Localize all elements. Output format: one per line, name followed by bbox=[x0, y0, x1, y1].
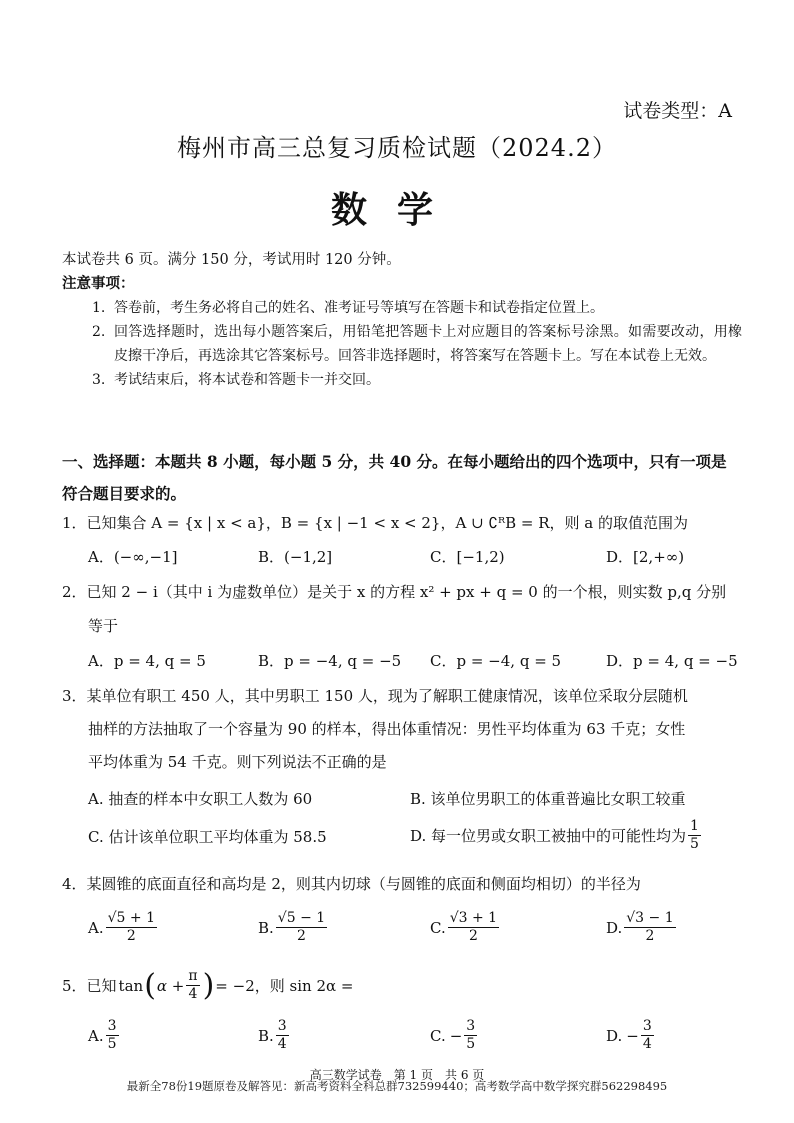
fraction-denominator: 4 bbox=[277, 1036, 287, 1052]
subject-heading: 数学 bbox=[330, 189, 463, 231]
fraction-denominator: 2 bbox=[297, 928, 306, 944]
paren-open: ( bbox=[144, 967, 156, 1003]
option-fraction bbox=[276, 1018, 289, 1053]
notice-item bbox=[92, 320, 742, 368]
exam-title: 梅州市高三总复习质检试题（2024.2） bbox=[177, 134, 617, 162]
q5-stem bbox=[62, 968, 353, 1003]
q5-option-b bbox=[258, 1018, 291, 1053]
q1-option-c: C．[−1,2) bbox=[430, 548, 505, 566]
paper-type: 试卷类型：A bbox=[623, 100, 732, 122]
fraction-numerator: √5 + 1 bbox=[107, 910, 155, 926]
notice-text: 回答选择题时，选出每小题答案后，用铅笔把答题卡上对应题目的答案标号涂黑。如需要改动，用橡皮擦干净后，再选涂其它答案标号。回答非选择题时，将答案写在答题卡上。写在本试卷上无效。 bbox=[114, 324, 742, 364]
q2-option-a: A．p = 4, q = 5 bbox=[88, 652, 206, 670]
fraction-denominator: 5 bbox=[466, 1036, 476, 1052]
notice-text: 考试结束后，将本试卷和答题卡一并交回。 bbox=[114, 372, 380, 388]
q2-stem: 2．已知 2 − i（其中 i 为虚数单位）是关于 x 的方程 x² + px + q = 0 的一个根，则实数 p,q 分别 bbox=[62, 583, 727, 601]
fraction-denominator: 2 bbox=[126, 928, 136, 944]
notice-heading: 注意事项： bbox=[62, 275, 135, 292]
q4-option-b bbox=[258, 910, 329, 945]
q3-option-b: B. 该单位男职工的体重普遍比女职工较重 bbox=[410, 790, 686, 808]
q2-option-d: D．p = 4, q = −5 bbox=[606, 652, 738, 670]
fraction-denominator: 5 bbox=[690, 836, 699, 852]
option-fraction bbox=[464, 1018, 477, 1053]
option-sign: − bbox=[626, 1026, 639, 1045]
q4-option-a bbox=[88, 910, 159, 945]
fraction-numerator: 3 bbox=[466, 1018, 476, 1034]
q4-option-d bbox=[606, 910, 678, 945]
q5-suffix: ，则 sin 2α = bbox=[254, 977, 354, 995]
option-fraction bbox=[106, 1018, 119, 1053]
notice-num: 3. bbox=[92, 372, 106, 388]
option-label: A. bbox=[88, 918, 104, 937]
fraction-numerator: 3 bbox=[642, 1018, 652, 1034]
fraction-denominator: 2 bbox=[468, 928, 478, 944]
q3-option-c: C. 估计该单位职工平均体重为 58.5 bbox=[88, 828, 327, 846]
option-label: B. bbox=[258, 918, 274, 937]
q2-stem-cont: 等于 bbox=[88, 617, 119, 635]
q4-stem: 4．某圆锥的底面直径和高均是 2，则其内切球（与圆锥的底面和侧面均相切）的半径为 bbox=[62, 875, 641, 893]
notice-num: 1. bbox=[92, 300, 106, 316]
section-heading: 一、选择题：本题共 8 小题，每小题 5 分，共 40 分。在每小题给出的四个选项中，只有一项是符合题目要求的。 bbox=[62, 452, 727, 503]
notice-list bbox=[92, 296, 742, 392]
notice-text: 答卷前，考生务必将自己的姓名、准考证号等填写在答题卡和试卷指定位置上。 bbox=[114, 300, 604, 316]
q3-line1: 3．某单位有职工 450 人，其中男职工 150 人，现为了解职工健康情况，该单位采取分层随机 bbox=[62, 687, 688, 705]
option-fraction bbox=[106, 910, 157, 945]
fraction-denominator: 2 bbox=[645, 928, 655, 944]
fraction-numerator: 3 bbox=[107, 1018, 117, 1034]
watermark-text: 最新全78份19题原卷及解答见：新高考资料全科总群732599440；高考数学高中数学探究群562298495 bbox=[126, 1079, 668, 1093]
fraction-numerator: √5 − 1 bbox=[277, 910, 326, 926]
paren-close: ) bbox=[202, 967, 215, 1003]
tan-label: tan bbox=[118, 976, 144, 995]
fraction-denominator: 4 bbox=[188, 986, 198, 1002]
notice-item bbox=[92, 368, 742, 392]
q3-line3: 平均体重为 54 千克。则下列说法不正确的是 bbox=[88, 753, 387, 771]
notice-item bbox=[92, 296, 742, 320]
pi-over-four bbox=[186, 968, 199, 1003]
option-fraction bbox=[448, 910, 499, 945]
q5-option-c bbox=[430, 1018, 479, 1053]
fraction-numerator: √3 − 1 bbox=[626, 910, 674, 926]
equals-value: = −2 bbox=[215, 976, 255, 995]
option-label: B. bbox=[258, 1026, 274, 1045]
q2-option-c: C．p = −4, q = 5 bbox=[430, 652, 562, 670]
q1-option-d: D．[2,+∞) bbox=[606, 548, 685, 566]
option-label: D. bbox=[606, 1026, 623, 1045]
fraction-denominator: 4 bbox=[642, 1036, 652, 1052]
q5-option-d bbox=[606, 1018, 656, 1053]
q3-option-d-text: D. 每一位男或女职工被抽中的可能性均为 bbox=[410, 827, 687, 845]
option-fraction bbox=[624, 910, 675, 945]
q1-option-b: B．(−1,2] bbox=[258, 548, 333, 566]
option-label: C. bbox=[430, 1026, 446, 1045]
q5-option-a bbox=[88, 1018, 121, 1053]
option-fraction bbox=[641, 1018, 654, 1053]
q3-option-d-fraction bbox=[688, 818, 701, 853]
fraction-denominator: 5 bbox=[107, 1036, 117, 1052]
option-label: D. bbox=[606, 918, 623, 937]
option-sign: − bbox=[449, 1026, 463, 1045]
q3-option-a: A. 抽查的样本中女职工人数为 60 bbox=[88, 790, 313, 808]
option-label: A. bbox=[88, 1026, 104, 1045]
fraction-numerator: π bbox=[188, 968, 198, 984]
option-fraction bbox=[276, 910, 327, 945]
q5-prefix: 5．已知 bbox=[62, 977, 117, 995]
q1-stem: 1．已知集合 A = {x | x < a}，B = {x | −1 < x < 2}，A ∪ ∁ᴿB = R，则 a 的取值范围为 bbox=[62, 514, 688, 532]
alpha-plus: α + bbox=[156, 976, 185, 995]
fraction-numerator: √3 + 1 bbox=[449, 910, 498, 926]
intro-line: 本试卷共 6 页。满分 150 分，考试用时 120 分钟。 bbox=[62, 252, 401, 268]
q1-option-a: A．(−∞,−1] bbox=[88, 548, 178, 566]
fraction-numerator: 1 bbox=[690, 818, 699, 834]
notice-num: 2. bbox=[92, 324, 106, 340]
page-footer: 高三数学试卷 第 1 页 共 6 页 bbox=[309, 1068, 485, 1082]
fraction-numerator: 3 bbox=[277, 1018, 287, 1034]
option-label: C. bbox=[430, 918, 446, 937]
q2-option-b: B．p = −4, q = −5 bbox=[258, 652, 402, 670]
q4-option-c bbox=[430, 910, 501, 945]
q3-option-d bbox=[410, 818, 703, 853]
q3-line2: 抽样的方法抽取了一个容量为 90 的样本，得出体重情况：男性平均体重为 63 千克；女性 bbox=[88, 720, 686, 738]
